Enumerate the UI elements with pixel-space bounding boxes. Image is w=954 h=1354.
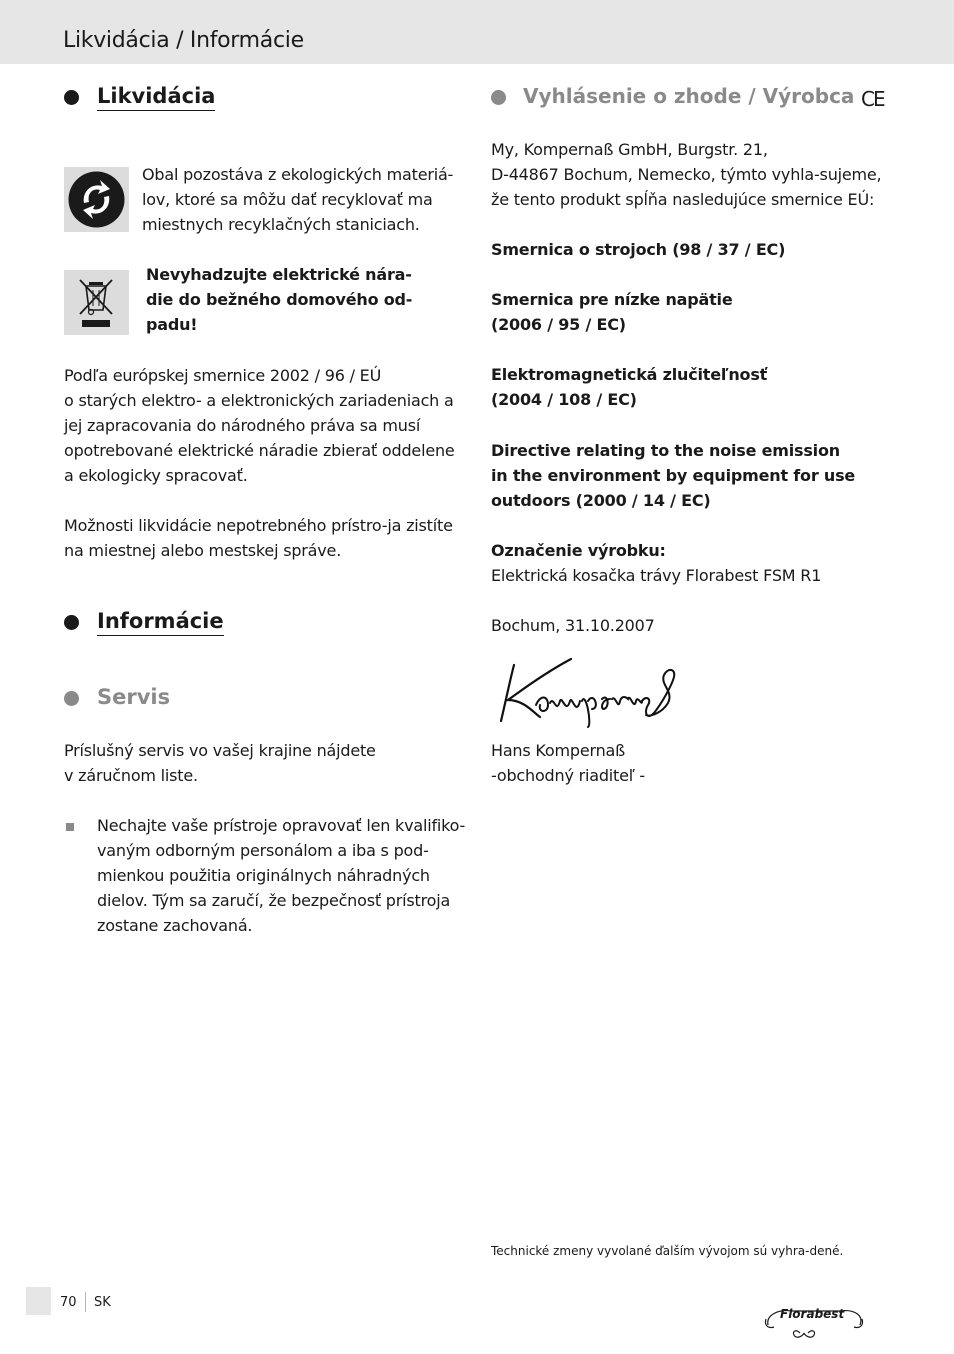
product-label: Označenie výrobku: xyxy=(491,541,666,560)
info-heading: Informácie xyxy=(97,609,224,636)
directive-paragraph: Podľa európskej smernice 2002 / 96 / EÚ o starých elektro- a elektronických zariadeniach a jej zapracovania do národného práva sa musí opotrebované elektrické náradie zbierať oddelene a ekologicky spracovať. xyxy=(64,366,455,485)
disposal-options-paragraph: Možnosti likvidácie nepotrebného prístro-ja zistíte na miestnej alebo mestskej správe. xyxy=(64,516,453,560)
footer-divider xyxy=(85,1292,86,1312)
language-code: SK xyxy=(94,1295,111,1310)
logo-text: Florabest xyxy=(780,1307,845,1321)
signatory-title: -obchodný riaditeľ - xyxy=(491,766,646,785)
page-title: Likvidácia / Informácie xyxy=(63,28,304,53)
page-number: 70 xyxy=(60,1295,77,1310)
directive-low-voltage: Smernica pre nízke napätie (2006 / 95 / EC) xyxy=(491,290,733,334)
directive-machinery: Smernica o strojoch (98 / 37 / EC) xyxy=(491,240,786,259)
list-bullet-icon xyxy=(66,823,74,831)
directive-noise: Directive relating to the noise emission in the environment by equipment for use outdoors (2000 / 14 / EC) xyxy=(491,441,856,510)
section-bullet xyxy=(491,90,506,105)
service-heading: Servis xyxy=(97,685,171,709)
section-bullet xyxy=(64,615,79,630)
weee-bin-icon xyxy=(64,270,129,335)
conformity-heading: Vyhlásenie o zhode / Výrobca xyxy=(523,84,855,108)
florabest-logo xyxy=(762,1303,866,1341)
recycle-icon xyxy=(64,167,129,232)
recycle-text: Obal pozostáva z ekologických materiá- lov, ktoré sa môžu dať recyklovať ma miestnych recyklačných staniciach. xyxy=(142,165,454,234)
section-bullet xyxy=(64,90,79,105)
section-bullet xyxy=(64,691,79,706)
place-date: Bochum, 31.10.2007 xyxy=(491,616,655,635)
product-name: Elektrická kosačka trávy Florabest FSM R1 xyxy=(491,566,822,585)
signature xyxy=(496,655,681,734)
service-bullet-text: Nechajte vaše prístroje opravovať len kvalifiko- vaným odborným personálom a iba s pod- mienkou použitia originálnych náhradných dielov. Tým sa zaručí, že bezpečnosť prístroja zostane zachovaná. xyxy=(97,816,466,935)
signatory-name: Hans Kompernaß xyxy=(491,741,625,760)
directive-emc: Elektromagnetická zlučiteľnosť (2004 / 108 / EC) xyxy=(491,365,768,409)
disposal-heading: Likvidácia xyxy=(97,84,215,111)
ce-mark-icon: CE xyxy=(861,87,884,111)
service-paragraph: Príslušný servis vo vašej krajine nájdete v záručnom liste. xyxy=(64,741,376,785)
technical-changes-note: Technické zmeny vyvolané ďalším vývojom sú vyhra-dené. xyxy=(491,1244,844,1258)
conformity-intro: My, Kompernaß GmbH, Burgstr. 21, D-44867 Bochum, Nemecko, týmto vyhla-sujeme, že tento produkt spĺňa nasledujúce smernice EÚ: xyxy=(491,140,882,209)
page-number-tab xyxy=(26,1287,51,1315)
disposal-warning: Nevyhadzujte elektrické nára- die do bežného domového od- padu! xyxy=(146,265,413,334)
